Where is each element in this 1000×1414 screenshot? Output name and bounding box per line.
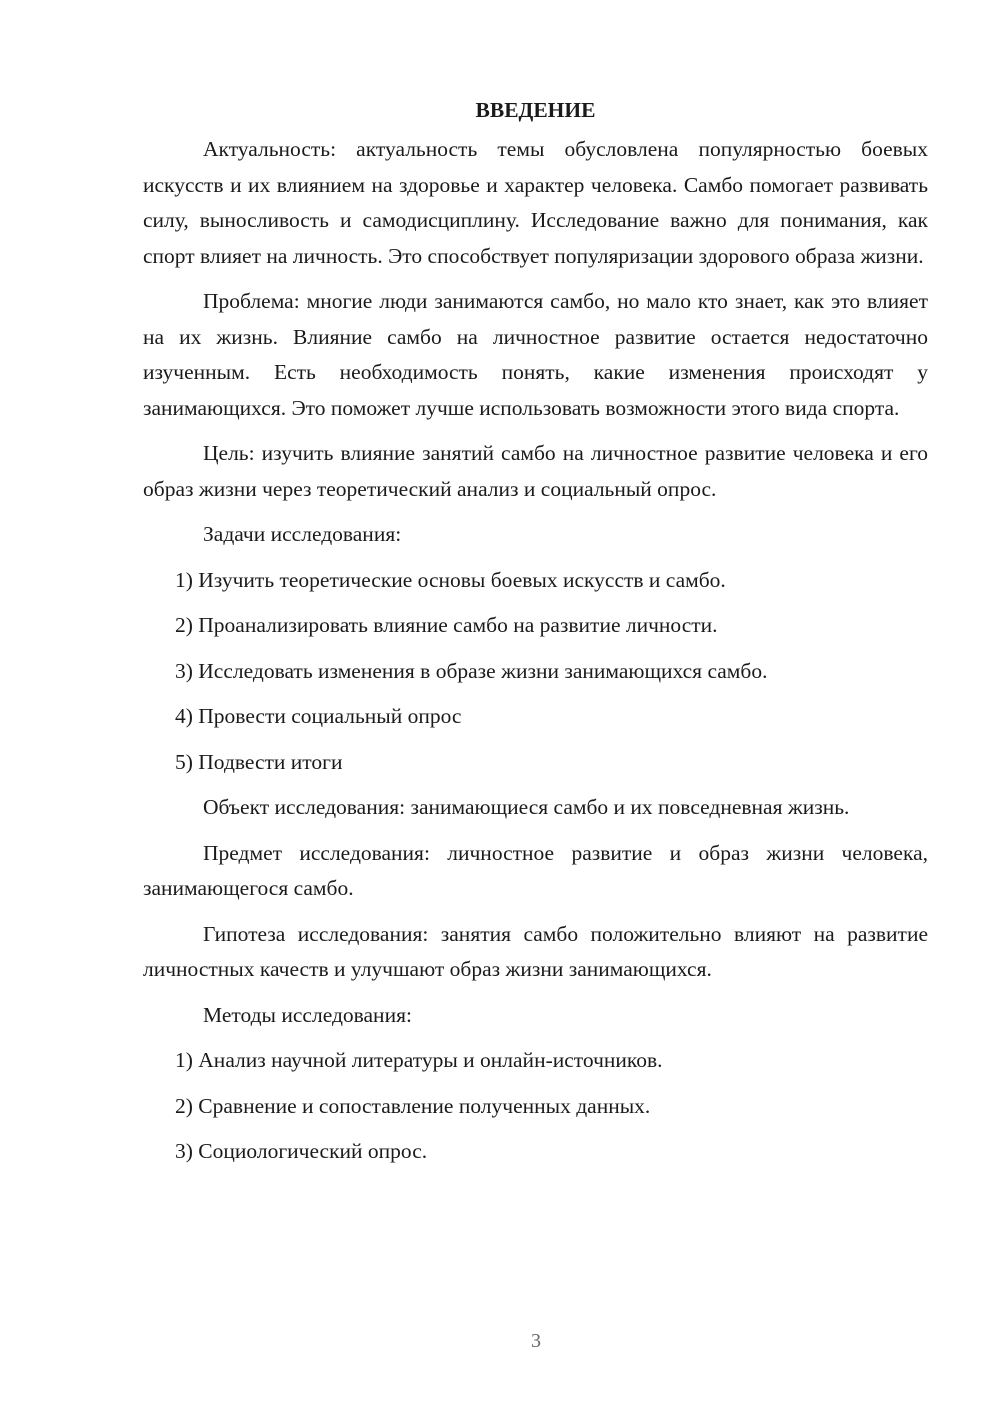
tasks-heading: Задачи исследования: xyxy=(203,522,402,546)
list-item: 4) Провести социальный опрос xyxy=(175,704,462,728)
hypothesis-paragraph: Гипотеза исследования: занятия самбо положительно влияют на развитие личностных качеств и улучшают образ жизни занимающихся. xyxy=(143,921,928,981)
problem-paragraph: Проблема: многие люди занимаются самбо, но мало кто знает, как это влияет на их жизнь. Влияние самбо на личностное развитие остается недостаточно изученным. Есть необходимость понять, какие изменения происходят у занимающихся. Это поможет лучше использовать возможности этого вида спорта. xyxy=(143,289,928,420)
list-item: 1) Анализ научной литературы и онлайн-источников. xyxy=(175,1048,663,1072)
list-item: 3) Социологический опрос. xyxy=(175,1139,428,1163)
tasks-list xyxy=(143,563,928,781)
document-page xyxy=(143,92,928,1180)
methods-list xyxy=(143,1043,928,1170)
list-item: 2) Сравнение и сопоставление полученных данных. xyxy=(175,1093,651,1118)
subject-paragraph: Предмет исследования: личностное развитие и образ жизни человека, занимающегося самбо. xyxy=(143,840,928,900)
list-item: 5) Подвести итоги xyxy=(175,749,343,774)
methods-heading: Методы исследования: xyxy=(203,1002,412,1027)
list-item: 3) Исследовать изменения в образе жизни занимающихся самбо. xyxy=(175,658,768,683)
goal-paragraph: Цель: изучить влияние занятий самбо на личностное развитие человека и его образ жизни через теоретический анализ и социальный опрос. xyxy=(143,441,928,501)
list-item: 1) Изучить теоретические основы боевых искусств и самбо. xyxy=(175,567,726,592)
page-number: 3 xyxy=(531,1330,541,1352)
object-paragraph: Объект исследования: занимающиеся самбо и их повседневная жизнь. xyxy=(203,795,850,819)
section-title: ВВЕДЕНИЕ xyxy=(475,98,596,122)
list-item: 2) Проанализировать влияние самбо на развитие личности. xyxy=(175,613,718,637)
relevance-paragraph: Актуальность: актуальность темы обусловлена популярностью боевых искусств и их влиянием на здоровье и характер человека. Самбо помогает развивать силу, выносливость и самодисциплину. Исследование важно для понимания, как спорт влияет на личность. Это способствует популяризации здорового образа жизни. xyxy=(143,137,928,268)
